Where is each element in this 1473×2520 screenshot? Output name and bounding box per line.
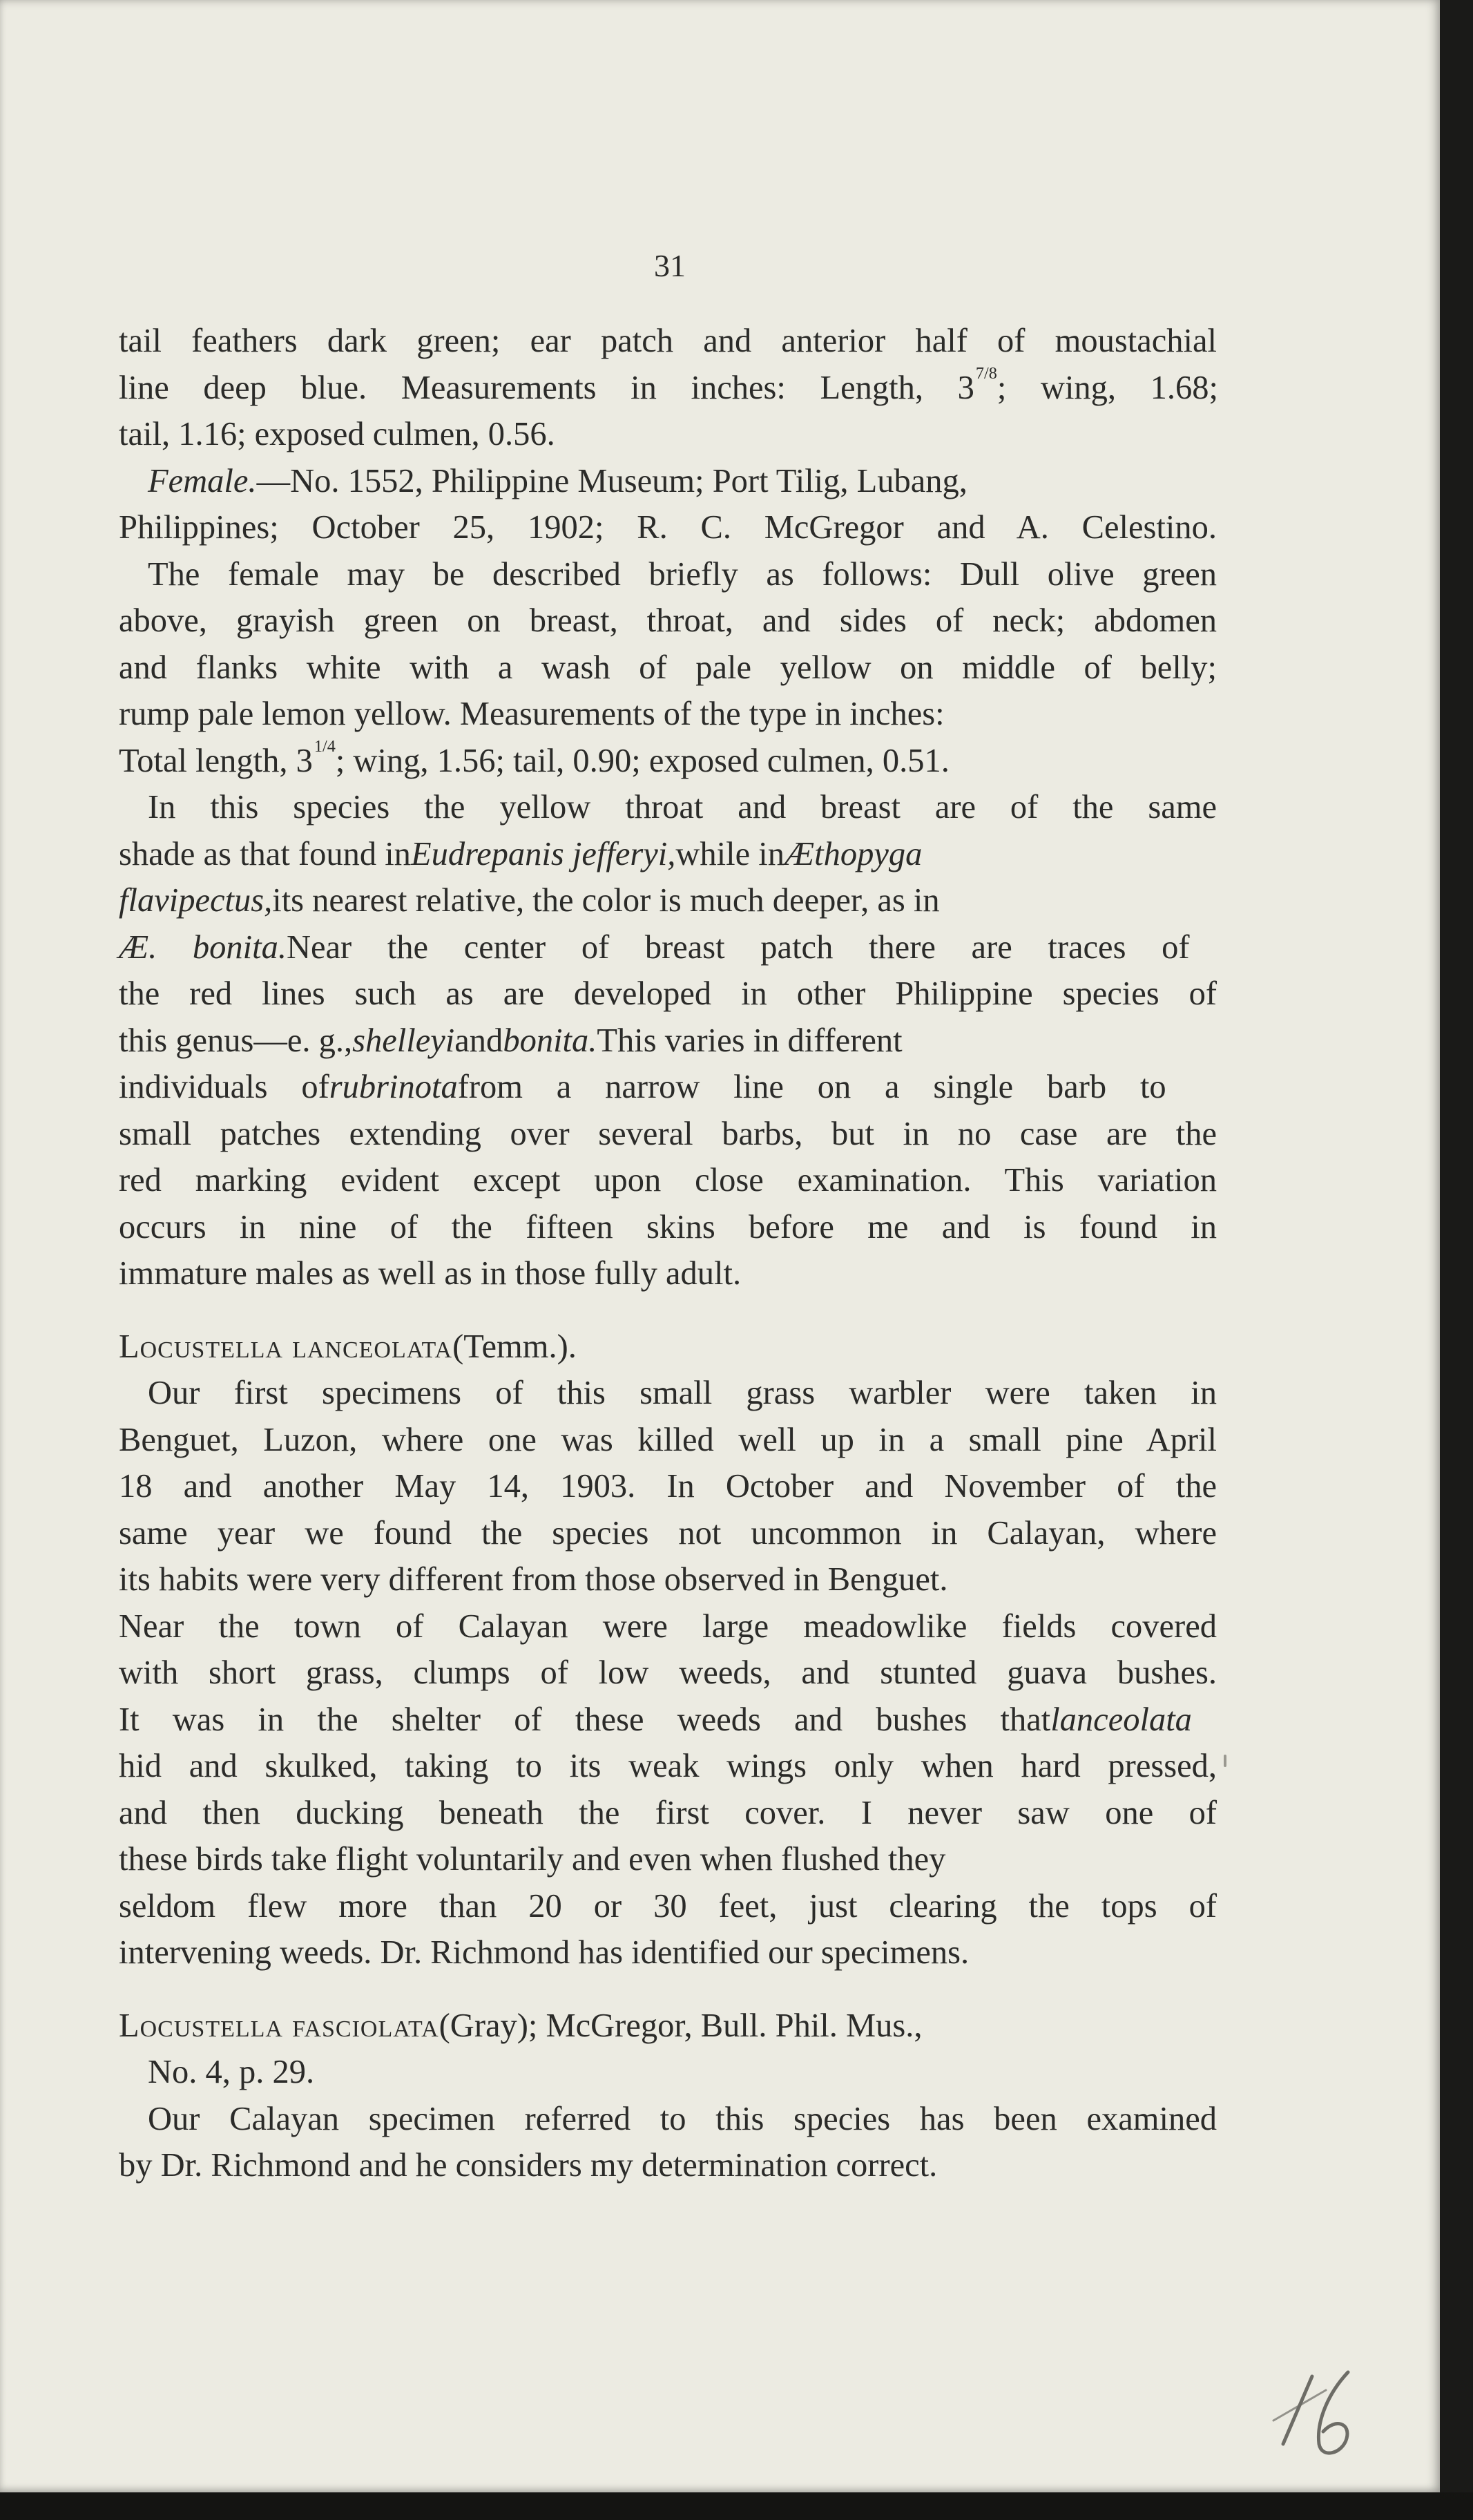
text-segment: from a narrow line on a single barb to — [457, 1069, 1166, 1105]
text-segment: this genus—e. g., — [119, 1022, 353, 1059]
text-segment: red marking evident except upon close examination. This variation — [119, 1162, 1217, 1199]
italic-text: Æthopyga — [784, 835, 923, 872]
text-line — [119, 2049, 1217, 2096]
text-segment: immature males as well as in those fully adult. — [119, 1255, 742, 1292]
italic-text: lanceolata — [1050, 1701, 1192, 1738]
text-line — [119, 1929, 1217, 1976]
text-line — [119, 877, 1217, 924]
text-segment: while in — [675, 835, 784, 872]
text-line — [119, 1463, 1217, 1510]
text-line — [119, 1603, 1217, 1650]
text-line — [119, 504, 1217, 551]
body-text — [119, 318, 1217, 2189]
text-segment: rump pale lemon yellow. Measurements of the type in inches: — [119, 696, 945, 732]
text-segment: small patches extending over several barbs, but in no case are the — [119, 1115, 1217, 1152]
text-segment: hid and skulked, taking to its weak wings only when hard pressed, — [119, 1748, 1217, 1784]
text-line — [119, 318, 1217, 365]
text-line — [119, 784, 1217, 831]
fraction: 7/8 — [975, 363, 997, 383]
text-segment: and then ducking beneath the first cover. I never saw one of — [119, 1794, 1217, 1831]
text-line — [119, 1250, 1217, 1297]
text-line — [119, 1883, 1217, 1930]
text-line — [119, 411, 1217, 458]
text-segment: its nearest relative, the color is much deeper, as in — [272, 882, 940, 919]
text-segment: and — [454, 1022, 503, 1059]
text-line — [119, 1370, 1217, 1417]
text-line — [119, 1324, 1217, 1371]
text-line — [119, 1556, 1217, 1603]
text-segment: tail feathers dark green; ear patch and anterior half of moustachial — [119, 323, 1217, 359]
text-segment: and flanks white with a wash of pale yellow on middle of belly; — [119, 649, 1217, 686]
text-line — [119, 645, 1217, 691]
text-segment: It was in the shelter of these weeds and bushes that — [119, 1701, 1051, 1738]
text-segment: —No. 1552, Philippine Museum; Port Tilig, Lubang, — [256, 462, 967, 499]
text-line — [119, 2003, 1217, 2050]
italic-text: Æ. bonita. — [119, 928, 287, 966]
italic-text: shelleyi — [352, 1022, 455, 1059]
text-segment: tail, 1.16; exposed culmen, 0.56. — [119, 416, 555, 452]
paper-speck — [1224, 1755, 1226, 1767]
text-segment: intervening weeds. Dr. Richmond has identified our specimens. — [119, 1934, 970, 1971]
text-line — [119, 1743, 1217, 1790]
text-segment: Near the town of Calayan were large meadowlike fields covered — [119, 1607, 1217, 1645]
text-segment: This varies in different — [597, 1022, 903, 1059]
text-line — [119, 1790, 1217, 1837]
italic-text: rubrinota — [329, 1069, 458, 1105]
text-segment: No. 4, p. 29. — [148, 2054, 315, 2090]
scanner-edge-bottom — [0, 2492, 1473, 2520]
fraction: 1/4 — [314, 736, 336, 756]
text-segment: these birds take flight voluntarily and even when flushed they — [119, 1841, 946, 1878]
text-segment: Benguet, Luzon, where one was killed well up in a small pine April — [119, 1421, 1217, 1458]
text-segment: In this species the yellow throat and breast are of the same — [148, 789, 1217, 825]
text-segment: Total length, 3 — [119, 742, 313, 779]
text-line — [119, 1697, 1217, 1744]
text-segment: individuals of — [119, 1069, 329, 1105]
text-segment: Near the center of breast patch there are traces of — [286, 928, 1190, 966]
text-line — [119, 738, 1217, 785]
text-line — [119, 1510, 1217, 1557]
text-segment: with short grass, clumps of low weeds, and stunted guava bushes. — [119, 1654, 1217, 1691]
italic-text: flavipectus, — [119, 882, 273, 919]
text-segment: same year we found the species not uncommon in Calayan, where — [119, 1514, 1217, 1552]
text-segment: The female may be described briefly as follows: Dull olive green — [148, 555, 1217, 593]
species-heading: Locustella lanceolata — [119, 1328, 453, 1365]
text-line — [119, 551, 1217, 598]
text-segment: Our first specimens of this small grass warbler were taken in — [148, 1375, 1217, 1411]
text-segment: ; wing, 1.68; — [997, 369, 1219, 406]
text-line — [119, 2142, 1217, 2189]
species-heading: Locustella fasciolata — [119, 2007, 439, 2044]
text-line — [119, 365, 1217, 412]
text-segment: by Dr. Richmond and he considers my determination correct. — [119, 2147, 938, 2184]
text-line — [119, 924, 1217, 971]
text-line — [119, 1064, 1217, 1111]
text-segment: Philippines; October 25, 1902; R. C. McGregor and A. Celestino. — [119, 509, 1217, 546]
text-segment: its habits were very different from those observed in Benguet. — [119, 1561, 948, 1598]
text-line — [119, 1111, 1217, 1158]
italic-text: Female. — [148, 462, 257, 499]
text-line — [119, 1204, 1217, 1251]
text-line — [119, 2096, 1217, 2143]
text-line — [119, 458, 1217, 505]
text-segment: Our Calayan specimen referred to this species has been examined — [148, 2100, 1217, 2137]
text-segment: shade as that found in — [119, 835, 411, 872]
italic-text: Eudrepanis jefferyi, — [410, 835, 676, 872]
text-line — [119, 971, 1217, 1018]
text-segment: (Temm.). — [452, 1328, 577, 1365]
text-line — [119, 1650, 1217, 1697]
text-line — [119, 1018, 1217, 1065]
text-segment: above, grayish green on breast, throat, and sides of neck; abdomen — [119, 602, 1217, 639]
text-segment: 18 and another May 14, 1903. In October and November of the — [119, 1468, 1217, 1505]
handwritten-folio-mark — [1271, 2362, 1374, 2466]
page-number: 31 — [654, 248, 686, 283]
text-line — [119, 1157, 1217, 1204]
text-segment: occurs in nine of the fifteen skins before me and is found in — [119, 1208, 1217, 1245]
italic-text: bonita. — [503, 1022, 597, 1059]
text-segment: ; wing, 1.56; tail, 0.90; exposed culmen, 0.51. — [335, 742, 950, 779]
text-line — [119, 1417, 1217, 1464]
text-segment: seldom flew more than 20 or 30 feet, just clearing the tops of — [119, 1887, 1217, 1925]
text-segment: line deep blue. Measurements in inches: Length, 3 — [119, 369, 974, 406]
text-line — [119, 831, 1217, 878]
text-line — [119, 691, 1217, 738]
text-segment: the red lines such as are developed in other Philippine species of — [119, 975, 1217, 1012]
text-line — [119, 1836, 1217, 1883]
scanner-edge-right — [1440, 0, 1473, 2520]
text-line — [119, 598, 1217, 645]
text-segment: (Gray); McGregor, Bull. Phil. Mus., — [439, 2007, 923, 2044]
